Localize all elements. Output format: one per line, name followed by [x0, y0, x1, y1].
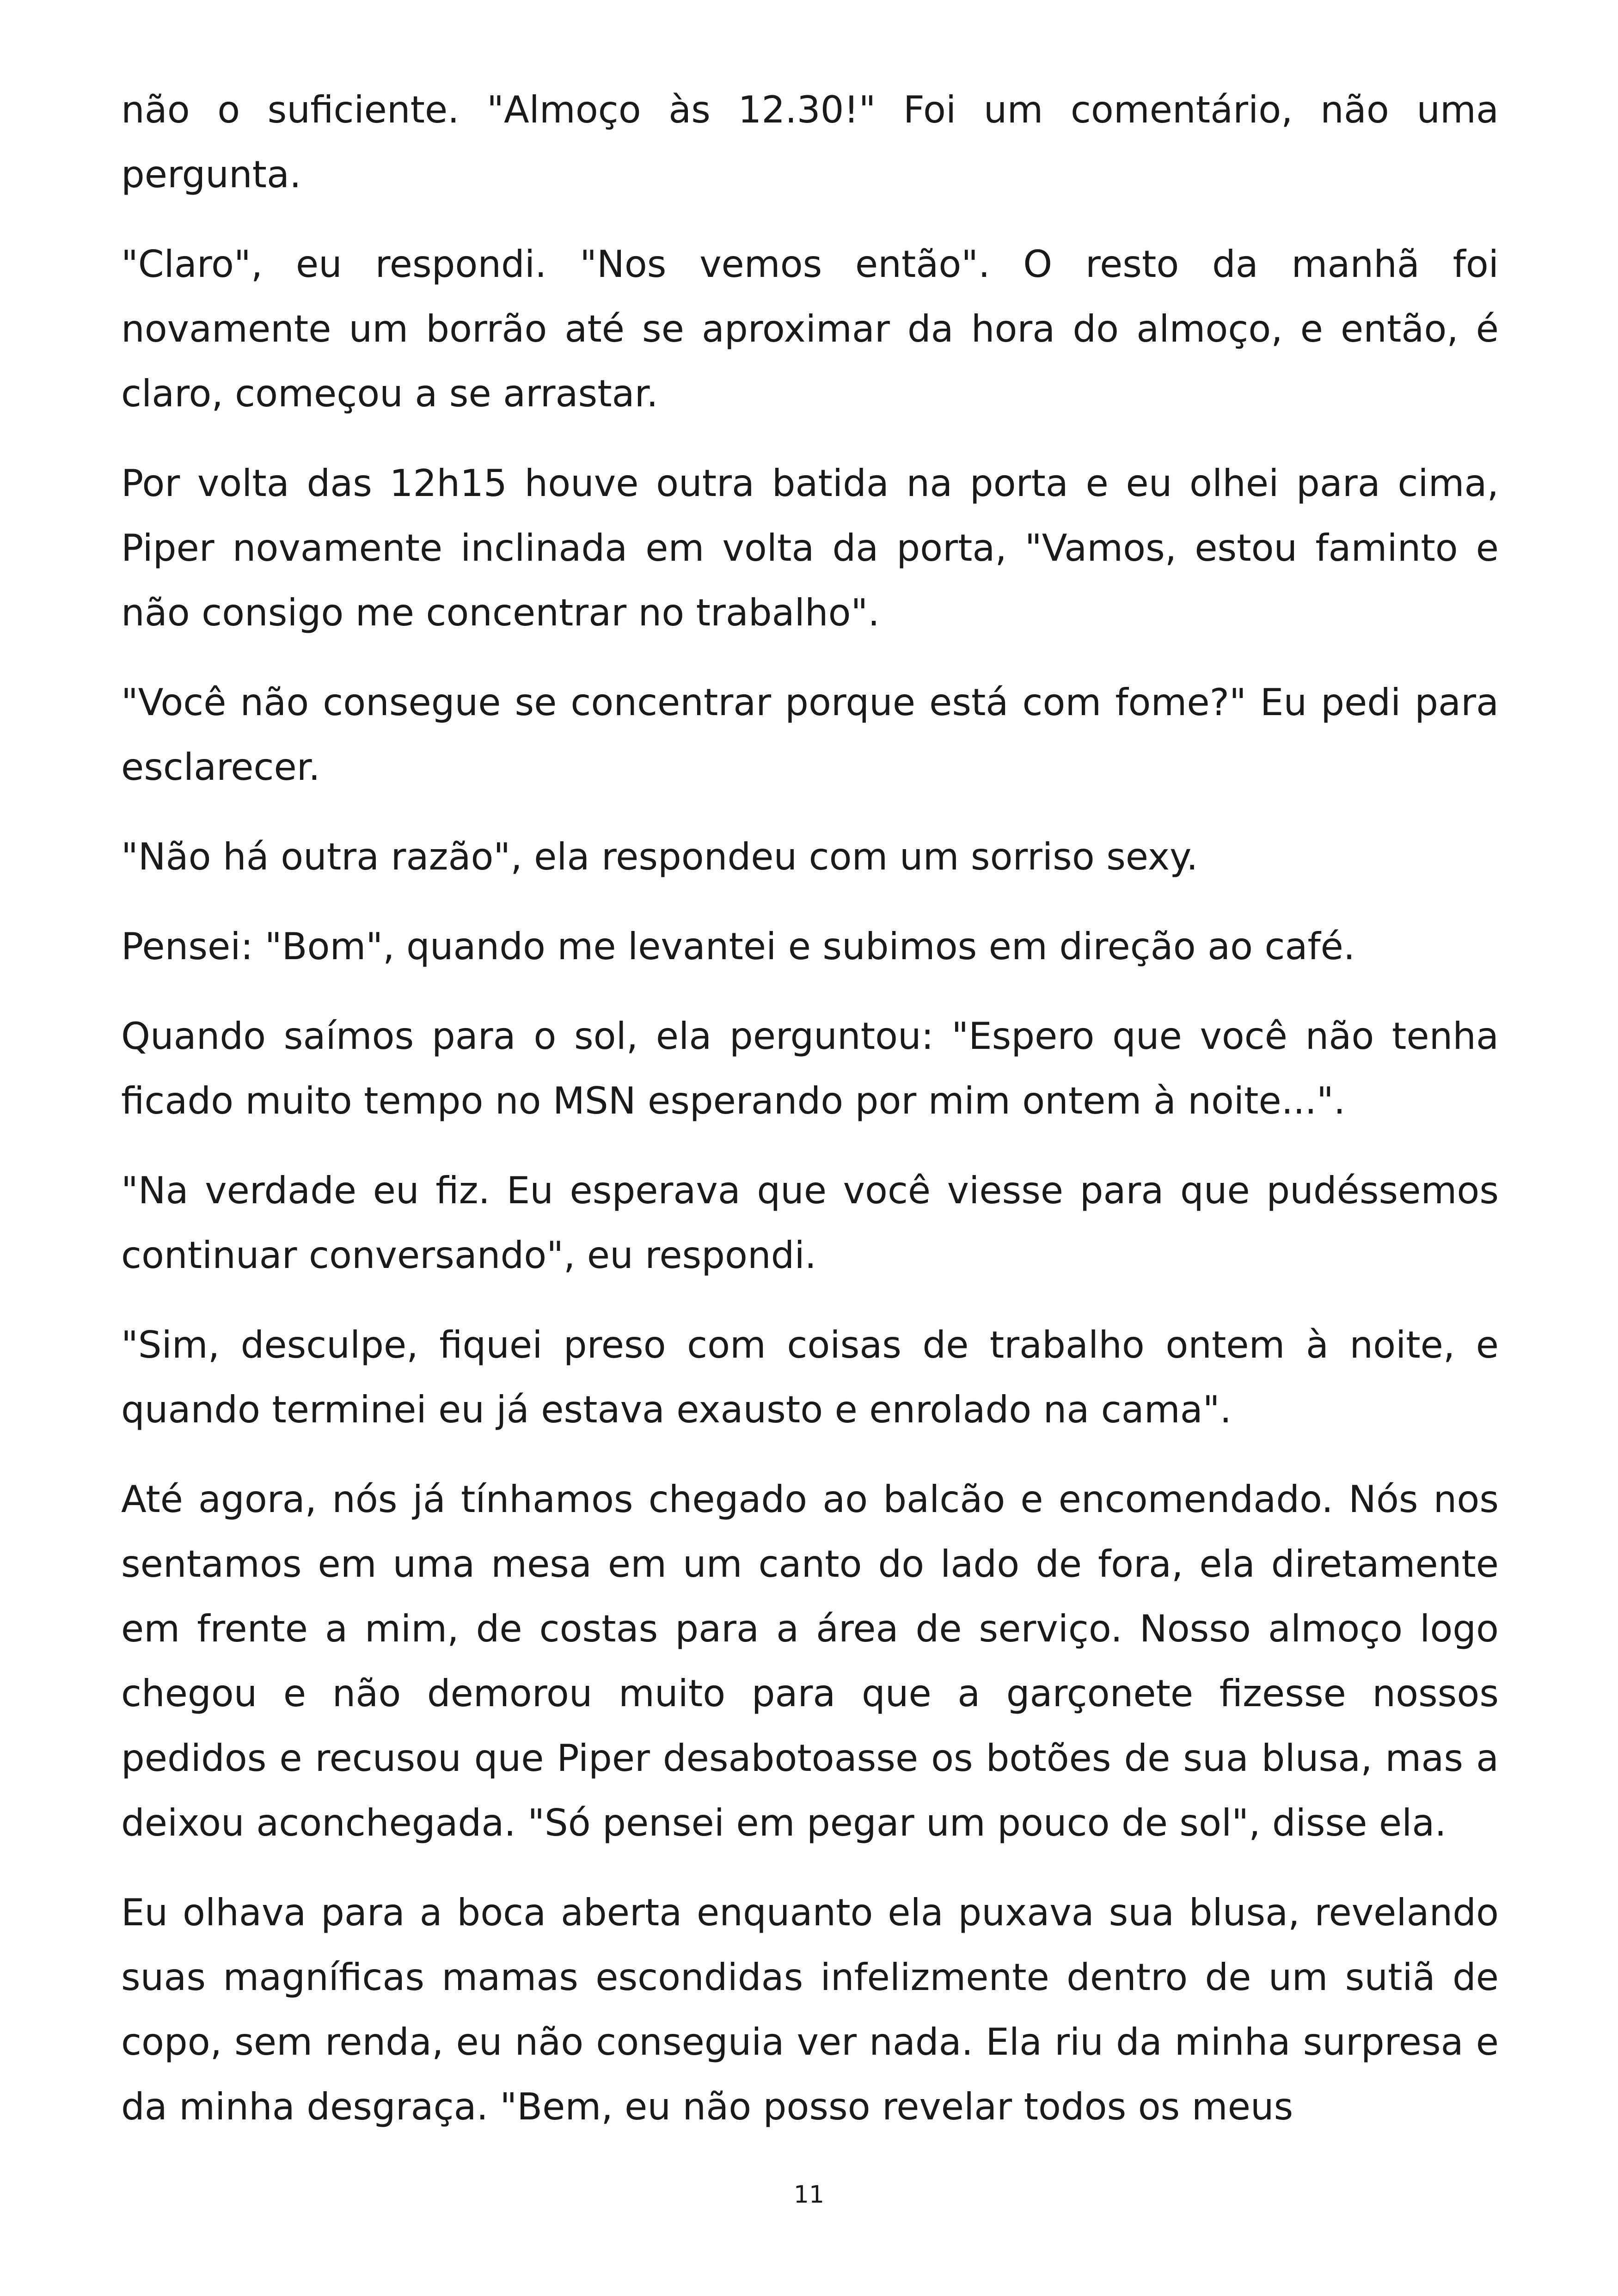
- paragraph: "Não há outra razão", ela respondeu com um sorriso sexy.: [121, 835, 1198, 878]
- page-number: 11: [793, 2181, 825, 2209]
- paragraph: Até agora, nós já tínhamos chegado ao balcão e encomendado. Nós nos sentamos em uma mesa em um canto do lado de fora, ela diretamente em frente a mim, de costas para a área de serviço. Nosso almoço logo chegou e não demorou muito para que a garçonete fizesse nossos pedidos e recusou que Piper desabotoasse os botões de sua blusa, mas a deixou aconchegada. "Só pensei em pegar um pouco de sol", disse ela.: [121, 1478, 1499, 1844]
- paragraph: "Sim, desculpe, fiquei preso com coisas de trabalho ontem à noite, e quando terminei eu já estava exausto e enrolado na cama".: [121, 1323, 1499, 1431]
- paragraph-last: Eu olhava para a boca aberta enquanto ela puxava sua blusa, revelando suas magníficas mamas escondidas infelizmente dentro de um sutiã de copo, sem renda, eu não conseguia ver nada. Ela riu da minha surpresa e da minha desgraça. "Bem, eu não posso revelar todos os meus: [121, 1891, 1499, 2128]
- paragraph: Por volta das 12h15 houve outra batida na porta e eu olhei para cima, Piper novamente inclinada em volta da porta, "Vamos, estou faminto e não consigo me concentrar no trabalho".: [121, 462, 1499, 634]
- paragraph: "Claro", eu respondi. "Nos vemos então". O resto da manhã foi novamente um borrão até se aproximar da hora do almoço, e então, é claro, começou a se arrastar.: [121, 243, 1499, 415]
- paragraph: "Na verdade eu fiz. Eu esperava que você viesse para que pudéssemos continuar conversando", eu respondi.: [121, 1169, 1499, 1277]
- paragraph: Pensei: "Bom", quando me levantei e subimos em direção ao café.: [121, 925, 1355, 968]
- body-text: [121, 78, 1499, 2164]
- paragraph: não o suficiente. "Almoço às 12.30!" Foi um comentário, não uma pergunta.: [121, 88, 1499, 196]
- paragraph: Quando saímos para o sol, ela perguntou: "Espero que você não tenha ficado muito tempo no MSN esperando por mim ontem à noite...".: [121, 1015, 1499, 1122]
- paragraph: "Você não consegue se concentrar porque está com fome?" Eu pedi para esclarecer.: [121, 681, 1499, 789]
